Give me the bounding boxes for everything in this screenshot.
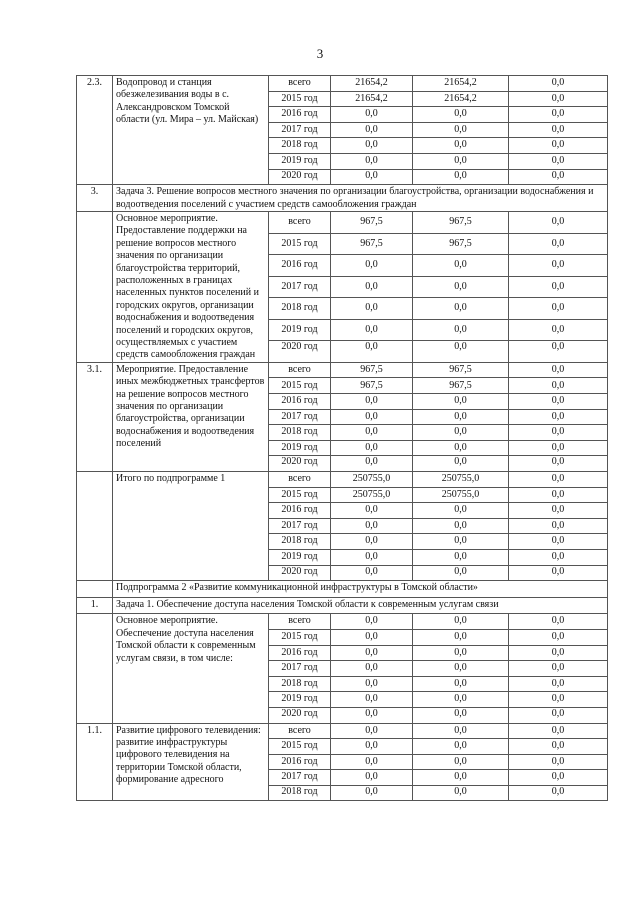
total-amount: 0,0 xyxy=(331,298,413,320)
other-amount: 0,0 xyxy=(509,107,608,123)
regional-budget-amount: 0,0 xyxy=(413,676,509,692)
regional-budget-amount: 0,0 xyxy=(413,440,509,456)
other-amount: 0,0 xyxy=(509,629,608,645)
total-amount: 0,0 xyxy=(331,629,413,645)
other-amount: 0,0 xyxy=(509,549,608,565)
row-index: 1. xyxy=(77,597,113,614)
period-label: 2015 год xyxy=(269,739,331,755)
period-label: 2018 год xyxy=(269,676,331,692)
period-label: 2019 год xyxy=(269,319,331,341)
other-amount: 0,0 xyxy=(509,770,608,786)
other-amount: 0,0 xyxy=(509,138,608,154)
total-amount: 0,0 xyxy=(331,122,413,138)
total-amount: 967,5 xyxy=(331,233,413,255)
total-amount: 0,0 xyxy=(331,661,413,677)
section-title: Задача 3. Решение вопросов местного значения по организации благоустройства, организации водоснабжения и водоотведения поселений с участием средств самообложения граждан xyxy=(113,185,608,212)
period-label: 2017 год xyxy=(269,122,331,138)
other-amount: 0,0 xyxy=(509,276,608,298)
regional-budget-amount: 0,0 xyxy=(413,169,509,185)
total-amount: 0,0 xyxy=(331,645,413,661)
row-index xyxy=(77,472,113,581)
regional-budget-amount: 0,0 xyxy=(413,614,509,630)
other-amount: 0,0 xyxy=(509,565,608,581)
total-amount: 0,0 xyxy=(331,785,413,801)
period-label: 2017 год xyxy=(269,518,331,534)
other-amount: 0,0 xyxy=(509,153,608,169)
row-index: 3.1. xyxy=(77,362,113,471)
period-label: всего xyxy=(269,362,331,378)
other-amount: 0,0 xyxy=(509,614,608,630)
row-index xyxy=(77,614,113,723)
table-row xyxy=(77,723,608,739)
regional-budget-amount: 0,0 xyxy=(413,503,509,519)
regional-budget-amount: 0,0 xyxy=(413,409,509,425)
period-label: 2018 год xyxy=(269,534,331,550)
period-label: 2020 год xyxy=(269,169,331,185)
regional-budget-amount: 0,0 xyxy=(413,122,509,138)
other-amount: 0,0 xyxy=(509,378,608,394)
other-amount: 0,0 xyxy=(509,409,608,425)
regional-budget-amount: 967,5 xyxy=(413,211,509,233)
other-amount: 0,0 xyxy=(509,645,608,661)
total-amount: 250755,0 xyxy=(331,472,413,488)
period-label: 2020 год xyxy=(269,565,331,581)
activity-description: Развитие цифрового телевидения: развитие инфраструктуры цифрового телевидения на территории Томской области, формирование адресного xyxy=(113,723,269,801)
regional-budget-amount: 0,0 xyxy=(413,319,509,341)
total-amount: 21654,2 xyxy=(331,76,413,92)
other-amount: 0,0 xyxy=(509,76,608,92)
period-label: 2018 год xyxy=(269,298,331,320)
period-label: 2019 год xyxy=(269,440,331,456)
total-amount: 0,0 xyxy=(331,456,413,472)
other-amount: 0,0 xyxy=(509,707,608,723)
period-label: 2017 год xyxy=(269,770,331,786)
other-amount: 0,0 xyxy=(509,456,608,472)
regional-budget-amount: 0,0 xyxy=(413,153,509,169)
other-amount: 0,0 xyxy=(509,233,608,255)
row-index: 1.1. xyxy=(77,723,113,801)
regional-budget-amount: 0,0 xyxy=(413,298,509,320)
total-amount: 250755,0 xyxy=(331,487,413,503)
other-amount: 0,0 xyxy=(509,472,608,488)
total-amount: 967,5 xyxy=(331,362,413,378)
row-index xyxy=(77,211,113,362)
activity-description: Мероприятие. Предоставление иных межбюджетных трансфертов на решение вопросов местного значения по организации благоустройства, организации водоснабжения и водоотведения поселений xyxy=(113,362,269,471)
total-amount: 0,0 xyxy=(331,138,413,154)
regional-budget-amount: 21654,2 xyxy=(413,91,509,107)
total-amount: 0,0 xyxy=(331,723,413,739)
other-amount: 0,0 xyxy=(509,394,608,410)
regional-budget-amount: 0,0 xyxy=(413,692,509,708)
total-amount: 0,0 xyxy=(331,692,413,708)
total-amount: 0,0 xyxy=(331,169,413,185)
row-index xyxy=(77,581,113,598)
table-row xyxy=(77,211,608,233)
period-label: 2016 год xyxy=(269,754,331,770)
regional-budget-amount: 0,0 xyxy=(413,754,509,770)
other-amount: 0,0 xyxy=(509,503,608,519)
other-amount: 0,0 xyxy=(509,122,608,138)
regional-budget-amount: 967,5 xyxy=(413,362,509,378)
regional-budget-amount: 0,0 xyxy=(413,707,509,723)
period-label: 2020 год xyxy=(269,456,331,472)
regional-budget-amount: 0,0 xyxy=(413,723,509,739)
period-label: 2016 год xyxy=(269,107,331,123)
regional-budget-amount: 0,0 xyxy=(413,456,509,472)
period-label: всего xyxy=(269,614,331,630)
period-label: 2015 год xyxy=(269,487,331,503)
regional-budget-amount: 0,0 xyxy=(413,255,509,277)
period-label: 2017 год xyxy=(269,409,331,425)
other-amount: 0,0 xyxy=(509,425,608,441)
other-amount: 0,0 xyxy=(509,676,608,692)
page-number: 3 xyxy=(316,46,324,61)
regional-budget-amount: 0,0 xyxy=(413,739,509,755)
section-header-row xyxy=(77,597,608,614)
section-title: Подпрограмма 2 «Развитие коммуникационной инфраструктуры в Томской области» xyxy=(113,581,608,598)
period-label: 2016 год xyxy=(269,394,331,410)
total-amount: 967,5 xyxy=(331,211,413,233)
section-header-row xyxy=(77,581,608,598)
other-amount: 0,0 xyxy=(509,341,608,363)
period-label: 2018 год xyxy=(269,785,331,801)
regional-budget-amount: 0,0 xyxy=(413,425,509,441)
other-amount: 0,0 xyxy=(509,754,608,770)
period-label: 2016 год xyxy=(269,645,331,661)
regional-budget-amount: 21654,2 xyxy=(413,76,509,92)
period-label: всего xyxy=(269,76,331,92)
total-amount: 0,0 xyxy=(331,276,413,298)
section-title: Задача 1. Обеспечение доступа населения Томской области к современным услугам связи xyxy=(113,597,608,614)
regional-budget-amount: 0,0 xyxy=(413,549,509,565)
other-amount: 0,0 xyxy=(509,487,608,503)
other-amount: 0,0 xyxy=(509,785,608,801)
period-label: 2015 год xyxy=(269,378,331,394)
period-label: 2015 год xyxy=(269,91,331,107)
other-amount: 0,0 xyxy=(509,723,608,739)
other-amount: 0,0 xyxy=(509,440,608,456)
row-index: 2.3. xyxy=(77,76,113,185)
section-header-row xyxy=(77,185,608,212)
table-row xyxy=(77,614,608,630)
regional-budget-amount: 0,0 xyxy=(413,138,509,154)
period-label: 2019 год xyxy=(269,549,331,565)
other-amount: 0,0 xyxy=(509,534,608,550)
period-label: 2018 год xyxy=(269,425,331,441)
period-label: 2017 год xyxy=(269,276,331,298)
other-amount: 0,0 xyxy=(509,211,608,233)
regional-budget-amount: 967,5 xyxy=(413,233,509,255)
regional-budget-amount: 0,0 xyxy=(413,629,509,645)
other-amount: 0,0 xyxy=(509,298,608,320)
other-amount: 0,0 xyxy=(509,739,608,755)
funding-table xyxy=(76,75,608,801)
period-label: 2019 год xyxy=(269,153,331,169)
total-amount: 0,0 xyxy=(331,255,413,277)
total-amount: 0,0 xyxy=(331,153,413,169)
table-row xyxy=(77,362,608,378)
total-amount: 0,0 xyxy=(331,518,413,534)
total-amount: 0,0 xyxy=(331,440,413,456)
total-amount: 0,0 xyxy=(331,739,413,755)
period-label: 2020 год xyxy=(269,707,331,723)
regional-budget-amount: 0,0 xyxy=(413,107,509,123)
regional-budget-amount: 0,0 xyxy=(413,534,509,550)
regional-budget-amount: 250755,0 xyxy=(413,472,509,488)
activity-description: Водопровод и станция обезжелезивания воды в с. Александровском Томской области (ул. Мира – ул. Майская) xyxy=(113,76,269,185)
activity-description: Итого по подпрограмме 1 xyxy=(113,472,269,581)
period-label: 2016 год xyxy=(269,255,331,277)
total-amount: 0,0 xyxy=(331,549,413,565)
regional-budget-amount: 0,0 xyxy=(413,341,509,363)
total-amount: 0,0 xyxy=(331,341,413,363)
period-label: 2017 год xyxy=(269,661,331,677)
regional-budget-amount: 0,0 xyxy=(413,785,509,801)
regional-budget-amount: 0,0 xyxy=(413,276,509,298)
period-label: 2020 год xyxy=(269,341,331,363)
period-label: 2019 год xyxy=(269,692,331,708)
other-amount: 0,0 xyxy=(509,255,608,277)
period-label: 2018 год xyxy=(269,138,331,154)
activity-description: Основное мероприятие. Предоставление поддержки на решение вопросов местного значения по организации благоустройства территорий, расположенных в границах населенных пунктов поселений и городских округов, организации водоснабжения и водоотведения поселений и городских округов, осуществляемых с участием средств самообложения граждан xyxy=(113,211,269,362)
table-row xyxy=(77,76,608,92)
period-label: 2015 год xyxy=(269,233,331,255)
other-amount: 0,0 xyxy=(509,319,608,341)
other-amount: 0,0 xyxy=(509,91,608,107)
period-label: всего xyxy=(269,472,331,488)
total-amount: 0,0 xyxy=(331,614,413,630)
total-amount: 0,0 xyxy=(331,319,413,341)
total-amount: 0,0 xyxy=(331,565,413,581)
activity-description: Основное мероприятие. Обеспечение доступа населения Томской области к современным услугам связи, в том числе: xyxy=(113,614,269,723)
regional-budget-amount: 0,0 xyxy=(413,518,509,534)
total-amount: 21654,2 xyxy=(331,91,413,107)
total-amount: 0,0 xyxy=(331,770,413,786)
other-amount: 0,0 xyxy=(509,692,608,708)
total-amount: 0,0 xyxy=(331,754,413,770)
regional-budget-amount: 0,0 xyxy=(413,565,509,581)
other-amount: 0,0 xyxy=(509,362,608,378)
total-amount: 0,0 xyxy=(331,107,413,123)
period-label: 2016 год xyxy=(269,503,331,519)
total-amount: 0,0 xyxy=(331,707,413,723)
total-amount: 0,0 xyxy=(331,409,413,425)
total-amount: 0,0 xyxy=(331,394,413,410)
total-amount: 0,0 xyxy=(331,676,413,692)
regional-budget-amount: 967,5 xyxy=(413,378,509,394)
regional-budget-amount: 0,0 xyxy=(413,770,509,786)
total-amount: 0,0 xyxy=(331,503,413,519)
regional-budget-amount: 0,0 xyxy=(413,661,509,677)
regional-budget-amount: 0,0 xyxy=(413,645,509,661)
other-amount: 0,0 xyxy=(509,661,608,677)
table-row xyxy=(77,472,608,488)
row-index: 3. xyxy=(77,185,113,212)
period-label: всего xyxy=(269,723,331,739)
period-label: 2015 год xyxy=(269,629,331,645)
period-label: всего xyxy=(269,211,331,233)
total-amount: 967,5 xyxy=(331,378,413,394)
total-amount: 0,0 xyxy=(331,425,413,441)
regional-budget-amount: 250755,0 xyxy=(413,487,509,503)
other-amount: 0,0 xyxy=(509,169,608,185)
total-amount: 0,0 xyxy=(331,534,413,550)
other-amount: 0,0 xyxy=(509,518,608,534)
regional-budget-amount: 0,0 xyxy=(413,394,509,410)
